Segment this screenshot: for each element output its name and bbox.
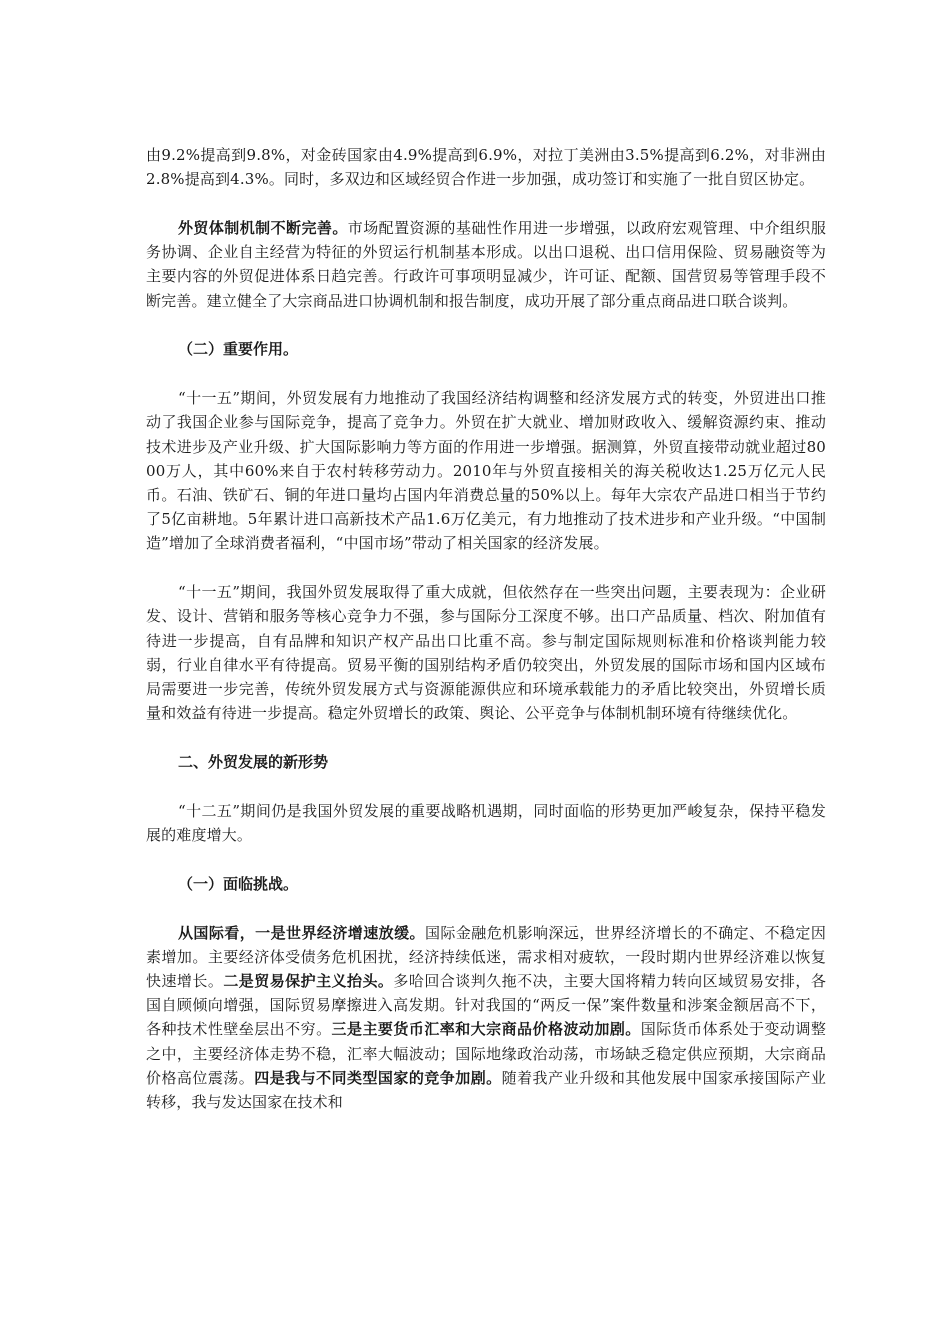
text-competition: 随着我产业升级和其他发展中国家承接国际产业转移，我与发达国家在技术和	[146, 1068, 826, 1112]
paragraph-lead-trade-system: 外贸体制机制不断完善。	[178, 219, 348, 237]
paragraph-strategic-period: “十二五”期间仍是我国外贸发展的重要战略机遇期，同时面临的形势更加严峻复杂，保持平稳发展的难度增大。	[146, 801, 826, 845]
paragraph-trade-system	[146, 216, 826, 313]
paragraph-problems: “十一五”期间，我国外贸发展取得了重大成就，但依然存在一些突出问题，主要表现为：企业研发、设计、营销和服务等核心竞争力不强，参与国际分工深度不够。出口产品质量、档次、附加值有待进一步提高，自有品牌和知识产权产品出口比重不高。参与制定国际规则标准和价格谈判能力较弱，行业自律水平有待提高。贸易平衡的国别结构矛盾仍较突出，外贸发展的国际市场和国内区域布局需要进一步完善，传统外贸发展方式与资源能源供应和环境承载能力的矛盾比较突出，外贸增长质量和效益有待进一步提高。稳定外贸增长的政策、舆论、公平竞争与体制机制环境有待继续优化。	[146, 583, 826, 723]
paragraph-international-challenges	[146, 921, 826, 1115]
section-heading-challenges: （一）面临挑战。	[178, 874, 299, 893]
lead-world-economy: 从国际看，一是世界经济增速放缓。	[178, 923, 425, 942]
paragraph-body-trade-system: 市场配置资源的基础性作用进一步增强，以政府宏观管理、中介组织服务协调、企业自主经营为特征的外贸运行机制基本形成。以出口退税、出口信用保险、贸易融资等为主要内容的外贸促进体系日趋完善。行政许可事项明显减少，许可证、配额、国营贸易等管理手段不断完善。建立健全了大宗商品进口协调机制和报告制度，成功开展了部分重点商品进口联合谈判。	[146, 219, 827, 310]
section-heading-new-situation: 二、外贸发展的新形势	[178, 753, 329, 772]
text-world-economy: 国际金融危机影响深远，世界经济增长的不确定、不稳定因素增加。主要经济体受债务危机困扰，经济持续低迷，需求相对疲软，一段时期内世界经济难以恢复快速增长。	[146, 923, 826, 991]
lead-protectionism: 二是贸易保护主义抬头。	[223, 972, 394, 991]
paragraph-trade-share: 由9.2%提高到9.8%，对金砖国家由4.9%提高到6.9%，对拉丁美洲由3.5%提高到6.2%，对非洲由2.8%提高到4.3%。同时，多双边和区域经贸合作进一步加强，成功签订和实施了一批自贸区协定。	[146, 146, 826, 189]
section-heading-important-role: （二）重要作用。	[178, 340, 299, 359]
document-page	[146, 143, 826, 1114]
lead-currency-volatility: 三是主要货币汇率和大宗商品价格波动加剧。	[331, 1020, 641, 1039]
paragraph-role-of-trade: “十一五”期间，外贸发展有力地推动了我国经济结构调整和经济发展方式的转变，外贸进出口推动了我国企业参与国际竞争，提高了竞争力。外贸在扩大就业、增加财政收入、缓解资源约束、推动技术进步及产业升级、扩大国际影响力等方面的作用进一步增强。据测算，外贸直接带动就业超过8000万人，其中60%来自于农村转移劳动力。2010年与外贸直接相关的海关税收达1.25万亿元人民币。石油、铁矿石、铜的年进口量均占国内年消费总量的50%以上。每年大宗农产品进口相当于节约了5亿亩耕地。5年累计进口高新技术产品1.6万亿美元，有力地推动了技术进步和产业升级。“中国制造”增加了全球消费者福利，“中国市场”带动了相关国家的经济发展。	[146, 389, 826, 553]
text-currency-volatility: 国际货币体系处于变动调整之中，主要经济体走势不稳，汇率大幅波动；国际地缘政治动荡，市场缺乏稳定供应预期，大宗商品价格高位震荡。	[146, 1020, 826, 1087]
text-protectionism: 多哈回合谈判久拖不决，主要大国将精力转向区域贸易安排，各国自顾倾向增强，国际贸易摩擦进入高发期。针对我国的“两反一保”案件数量和涉案金额居高不下，各种技术性壁垒层出不穷。	[146, 972, 826, 1039]
lead-competition: 四是我与不同类型国家的竞争加剧。	[254, 1068, 502, 1087]
